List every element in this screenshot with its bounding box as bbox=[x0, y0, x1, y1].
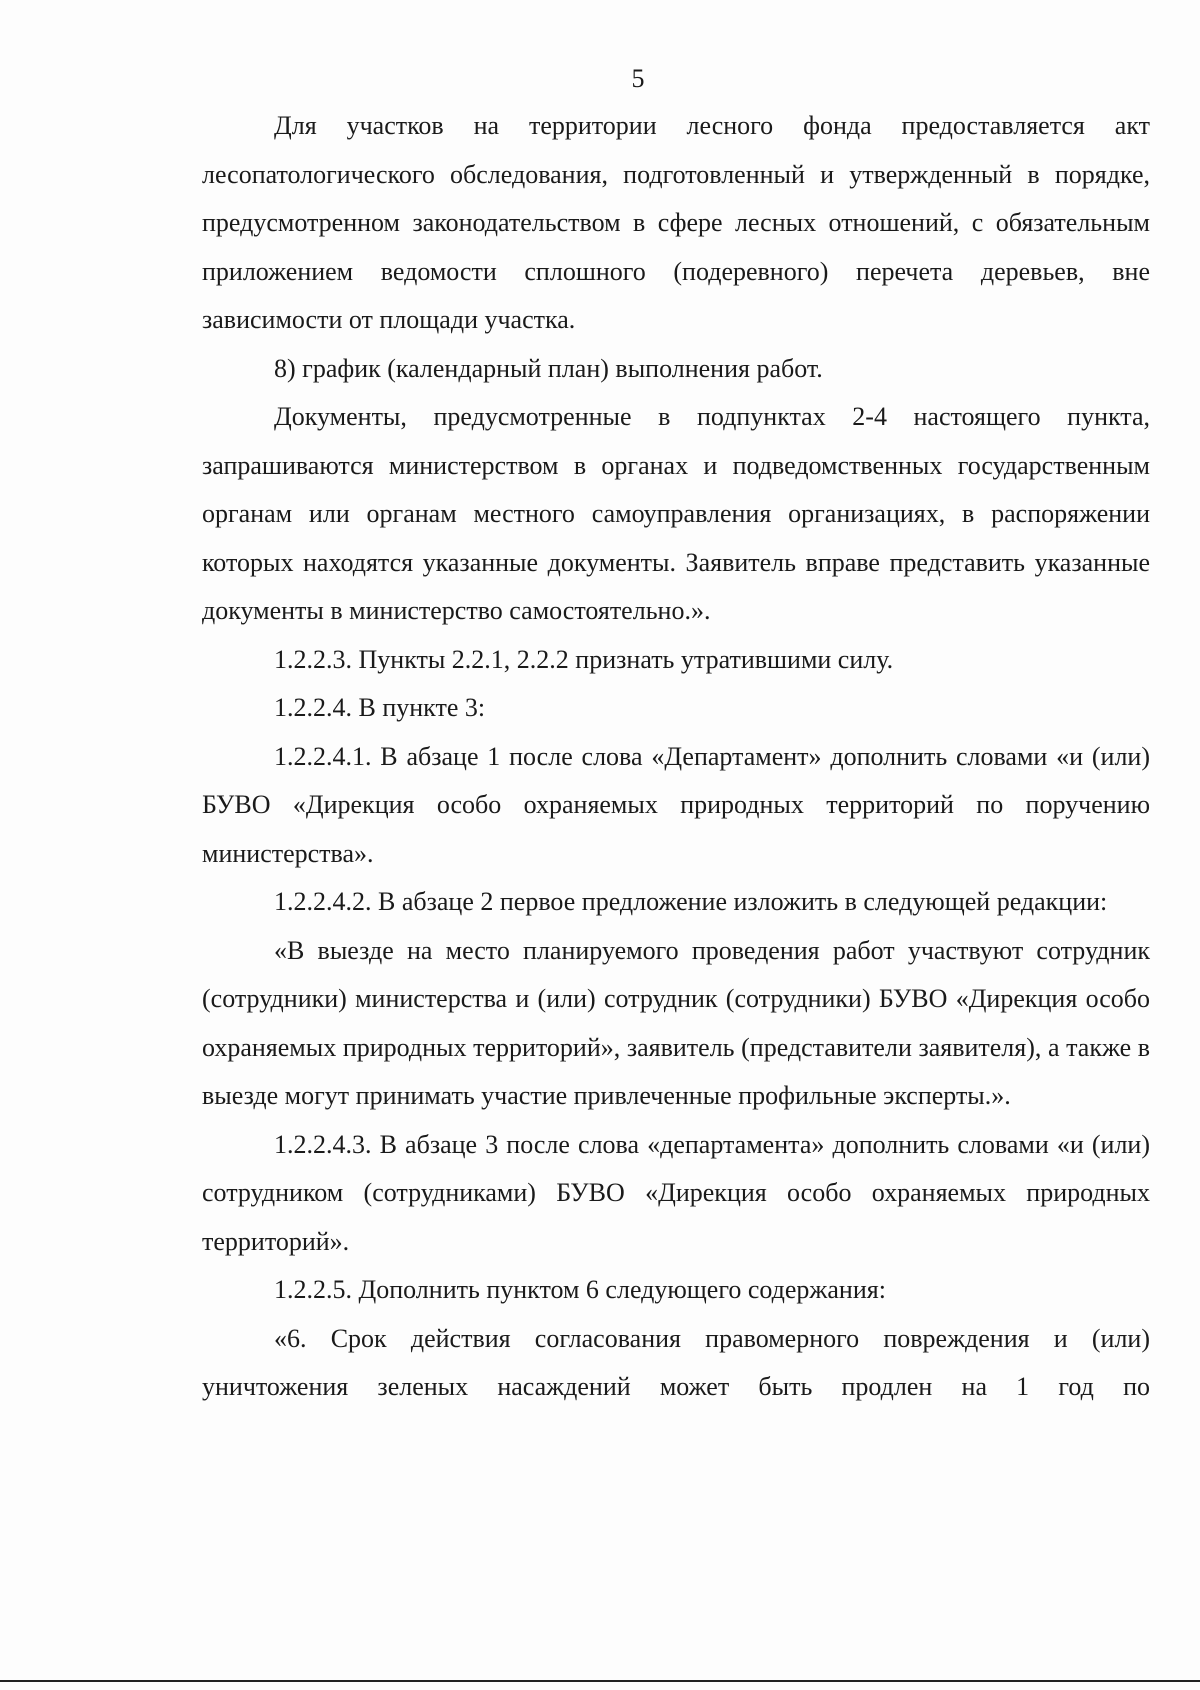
paragraph-forest-fund-act: Для участков на территории лесного фонда предоставляется акт лесопатологического обследования, подготовленный и утвержденный в порядке, предусмотренном законодательством в сфере лесных отношений, с обязательным приложением ведомости сплошного (подеревного) перечета деревьев, вне зависимости от площади участка. bbox=[202, 111, 1150, 334]
paragraph-1-2-2-4: 1.2.2.4. В пункте 3: bbox=[274, 693, 486, 722]
paragraph-work-schedule: 8) график (календарный план) выполнения работ. bbox=[274, 353, 823, 383]
page-number bbox=[0, 64, 1200, 94]
paragraph-1-2-2-4-3: 1.2.2.4.3. В абзаце 3 после слова «департамента» дополнить словами «и (или) сотрудником (сотрудниками) БУВО «Дирекция особо охраняемых природных территорий». bbox=[202, 1129, 1150, 1256]
paragraph-point-6-quote: «6. Срок действия согласования правомерного повреждения и (или) уничтожения зеленых насаждений может быть продлен на 1 год по bbox=[202, 1323, 1150, 1401]
paragraph-1-2-2-5: 1.2.2.5. Дополнить пунктом 6 следующего содержания: bbox=[274, 1275, 886, 1304]
paragraph-1-2-2-4-1: 1.2.2.4.1. В абзаце 1 после слова «Департамент» дополнить словами «и (или) БУВО «Дирекция особо охраняемых природных территорий по поручению министерства». bbox=[202, 741, 1150, 868]
paragraph-site-visit-quote: «В выезде на место планируемого проведения работ участвуют сотрудник (сотрудники) министерства и (или) сотрудник (сотрудники) БУВО «Дирекция особо охраняемых природных территорий», заявитель (представители заявителя), а также в выезде могут принимать участие привлеченные профильные эксперты.». bbox=[202, 935, 1150, 1110]
document-body bbox=[202, 102, 1150, 1412]
paragraph-1-2-2-3: 1.2.2.3. Пункты 2.2.1, 2.2.2 признать утратившими силу. bbox=[274, 644, 894, 674]
page-bottom-edge-line bbox=[0, 1680, 1200, 1682]
page-number-text: 5 bbox=[631, 64, 645, 93]
paragraph-requested-documents: Документы, предусмотренные в подпунктах 2-4 настоящего пункта, запрашиваются министерством в органах и подведомственных государственным органам или органам местного самоуправления организациях, в распоряжении которых находятся указанные документы. Заявитель вправе представить указанные документы в министерство самостоятельно.». bbox=[202, 402, 1150, 625]
paragraph-1-2-2-4-2: 1.2.2.4.2. В абзаце 2 первое предложение изложить в следующей редакции: bbox=[274, 887, 1108, 916]
